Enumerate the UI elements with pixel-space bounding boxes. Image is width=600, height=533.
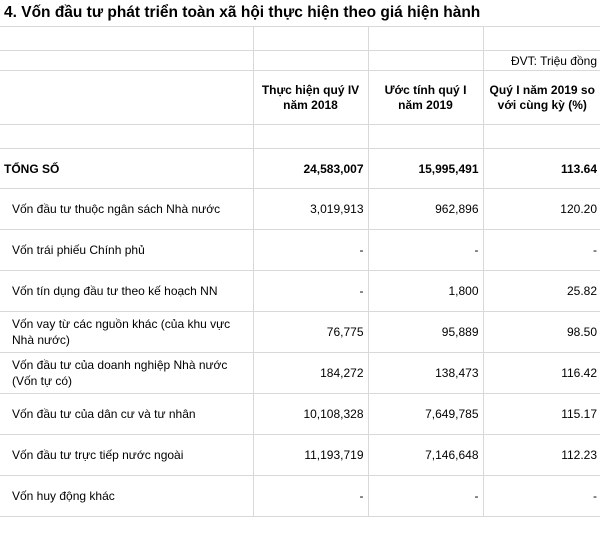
cell-q1-2019: 95,889 xyxy=(368,312,483,353)
row-label: Vốn trái phiếu Chính phủ xyxy=(0,230,253,271)
cell-q1-2019: - xyxy=(368,230,483,271)
row-label: Vốn huy động khác xyxy=(0,476,253,517)
row-label: TỔNG SỐ xyxy=(0,149,253,189)
page-title: 4. Vốn đầu tư phát triển toàn xã hội thực hiện theo giá hiện hành xyxy=(4,4,481,21)
cell-yoy: 98.50 xyxy=(483,312,600,353)
spacer-row xyxy=(0,125,600,149)
cell-q4-2018: 24,583,007 xyxy=(253,149,368,189)
row-label: Vốn đầu tư của dân cư và tư nhân xyxy=(0,394,253,435)
row-label: Vốn tín dụng đầu tư theo kế hoạch NN xyxy=(0,271,253,312)
cell-yoy: 120.20 xyxy=(483,189,600,230)
cell-q4-2018: 76,775 xyxy=(253,312,368,353)
cell-q4-2018: 11,193,719 xyxy=(253,435,368,476)
cell-q4-2018: - xyxy=(253,230,368,271)
cell-q1-2019: 1,800 xyxy=(368,271,483,312)
table-row xyxy=(0,435,600,476)
row-label: Vốn đầu tư của doanh nghiệp Nhà nước (Vốn tự có) xyxy=(0,353,253,394)
column-header-yoy: Quý I năm 2019 so với cùng kỳ (%) xyxy=(483,71,600,125)
table-row xyxy=(0,230,600,271)
cell-yoy: 115.17 xyxy=(483,394,600,435)
row-label: Vốn vay từ các nguồn khác (của khu vực Nhà nước) xyxy=(0,312,253,353)
cell-q1-2019: 138,473 xyxy=(368,353,483,394)
cell-yoy: 116.42 xyxy=(483,353,600,394)
row-label: Vốn đầu tư trực tiếp nước ngoài xyxy=(0,435,253,476)
cell-q4-2018: - xyxy=(253,476,368,517)
cell-q1-2019: 962,896 xyxy=(368,189,483,230)
spacer-row xyxy=(0,27,600,51)
cell-q4-2018: 10,108,328 xyxy=(253,394,368,435)
investment-table xyxy=(0,26,600,517)
cell-yoy: 113.64 xyxy=(483,149,600,189)
table-row xyxy=(0,271,600,312)
unit-row xyxy=(0,51,600,71)
cell-q1-2019: 7,146,648 xyxy=(368,435,483,476)
column-header-q4-2018: Thực hiện quý IV năm 2018 xyxy=(253,71,368,125)
row-label: Vốn đầu tư thuộc ngân sách Nhà nước xyxy=(0,189,253,230)
column-header-q1-2019: Ước tính quý I năm 2019 xyxy=(368,71,483,125)
cell-q1-2019: 7,649,785 xyxy=(368,394,483,435)
cell-yoy: 112.23 xyxy=(483,435,600,476)
cell-q4-2018: 3,019,913 xyxy=(253,189,368,230)
cell-q4-2018: 184,272 xyxy=(253,353,368,394)
cell-q1-2019: 15,995,491 xyxy=(368,149,483,189)
total-row xyxy=(0,149,600,189)
header-row xyxy=(0,71,600,125)
table-row xyxy=(0,394,600,435)
table-row xyxy=(0,476,600,517)
cell-q1-2019: - xyxy=(368,476,483,517)
unit-label: ĐVT: Triệu đồng xyxy=(483,51,600,71)
table-row xyxy=(0,189,600,230)
cell-yoy: 25.82 xyxy=(483,271,600,312)
table-row xyxy=(0,312,600,353)
cell-q4-2018: - xyxy=(253,271,368,312)
cell-yoy: - xyxy=(483,230,600,271)
table-row xyxy=(0,353,600,394)
cell-yoy: - xyxy=(483,476,600,517)
